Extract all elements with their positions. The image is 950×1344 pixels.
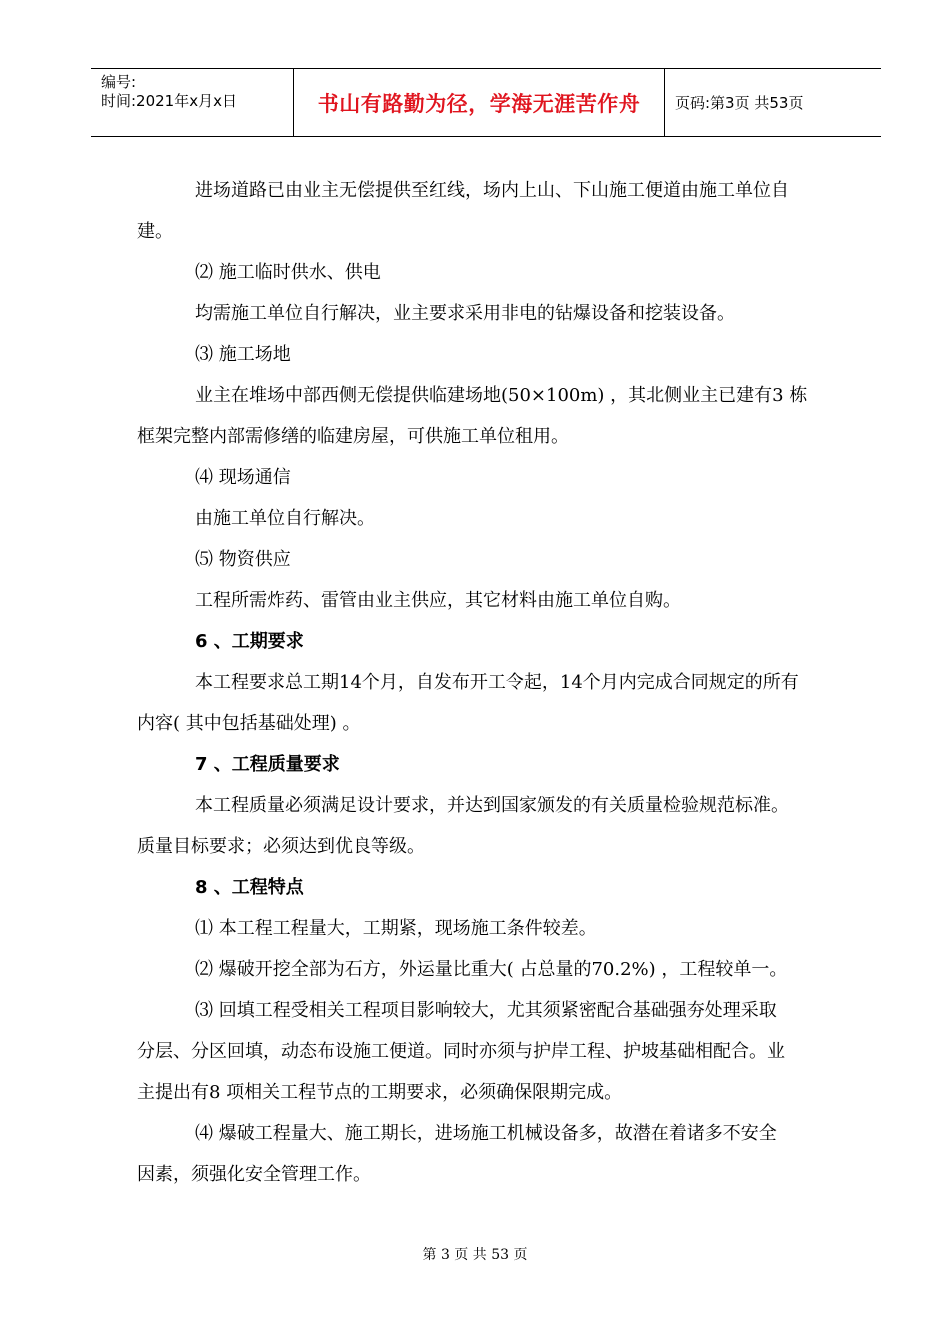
header-page-cell: [665, 69, 881, 136]
body-line: 进场道路已由业主无偿提供至红线，场内上山、下山施工便道由施工单位自: [195, 180, 789, 201]
section-heading: 6 、工期要求: [195, 631, 304, 652]
body-line: ⑷ 爆破工程量大、施工期长，进场施工机械设备多，故潜在着诸多不安全: [195, 1123, 777, 1144]
body-line: ⑶ 回填工程受相关工程项目影响较大，尤其须紧密配合基础强夯处理采取: [195, 1000, 777, 1021]
header-motto-cell: [293, 69, 665, 136]
body-line: ⑴ 本工程工程量大，工期紧，现场施工条件较差。: [195, 918, 597, 939]
document-time-label: 时间:2021年x月x日: [101, 92, 237, 110]
body-line: ⑶ 施工场地: [195, 344, 291, 365]
body-line: 由施工单位自行解决。: [195, 508, 375, 529]
page-footer: 第 3 页 共 53 页: [422, 1247, 528, 1263]
body-line: 主提出有8 项相关工程节点的工期要求，必须确保限期完成。: [137, 1082, 623, 1103]
header-meta-cell: [91, 69, 293, 136]
page-header: [91, 68, 881, 137]
header-motto: 书山有路勤为径，学海无涯苦作舟: [317, 90, 641, 116]
body-line: 工程所需炸药、雷管由业主供应，其它材料由施工单位自购。: [195, 590, 681, 611]
section-heading: 7 、工程质量要求: [195, 754, 340, 775]
document-number-label: 编号:: [101, 73, 137, 91]
header-page-code: 页码:第3页 共53页: [675, 94, 804, 112]
body-line: 建。: [137, 221, 173, 242]
body-line: 业主在堆场中部西侧无偿提供临建场地(50×100m) ，其北侧业主已建有3 栋: [195, 385, 808, 406]
body-line: ⑵ 施工临时供水、供电: [195, 262, 381, 283]
body-line: 因素，须强化安全管理工作。: [137, 1164, 371, 1185]
body-line: ⑵ 爆破开挖全部为石方，外运量比重大( 占总量的70.2%) ，工程较单一。: [195, 959, 788, 980]
body-line: 均需施工单位自行解决，业主要求采用非电的钻爆设备和挖装设备。: [195, 303, 735, 324]
body-line: 内容( 其中包括基础处理) 。: [137, 713, 361, 734]
body-line: 本工程要求总工期14个月，自发布开工令起，14个月内完成合同规定的所有: [195, 672, 799, 693]
body-line: ⑷ 现场通信: [195, 467, 291, 488]
body-line: 框架完整内部需修缮的临建房屋，可供施工单位租用。: [137, 426, 569, 447]
section-heading: 8 、工程特点: [195, 877, 304, 898]
body-line: 质量目标要求；必须达到优良等级。: [137, 836, 425, 857]
body-line: 本工程质量必须满足设计要求，并达到国家颁发的有关质量检验规范标准。: [195, 795, 789, 816]
body-line: 分层、分区回填，动态布设施工便道。同时亦须与护岸工程、护坡基础相配合。业: [137, 1041, 785, 1062]
body-line: ⑸ 物资供应: [195, 549, 291, 570]
